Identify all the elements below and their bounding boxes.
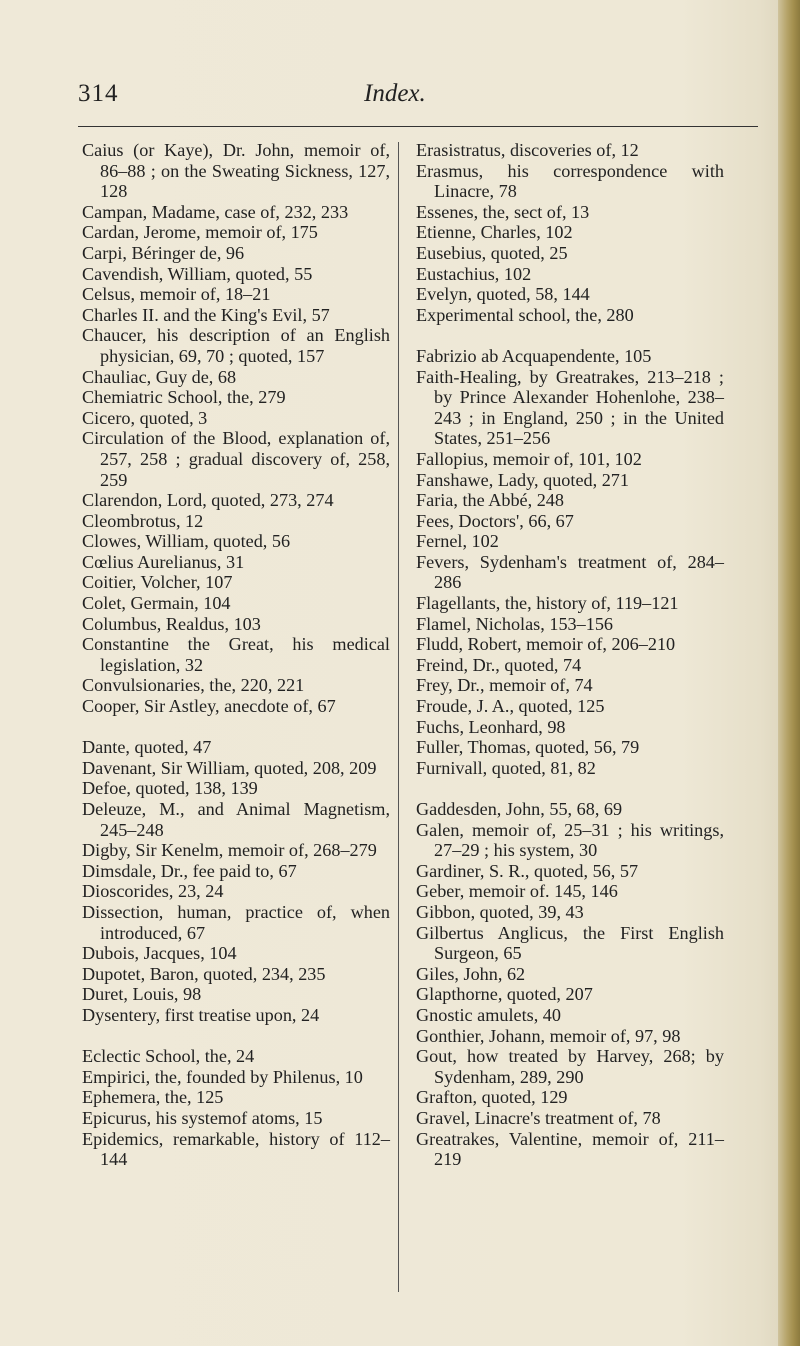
index-group [82,1046,390,1170]
running-title: Index. [364,80,426,107]
index-entry: Charles II. and the King's Evil, 57 [82,304,330,325]
index-entry: Coitier, Volcher, 107 [82,572,233,593]
index-entry: Ephemera, the, 125 [82,1087,224,1108]
index-entry: Eustachius, 102 [416,263,532,284]
index-entry: Fernel, 102 [416,531,499,552]
index-entry: Clowes, William, quoted, 56 [82,531,291,552]
index-group [416,799,724,1170]
group-gap [82,717,390,738]
left-column [82,140,390,1170]
header-rule [78,126,758,127]
index-group [82,737,390,1025]
index-entry: Erasmus, his correspondence with Linacre, 78 [416,160,724,202]
group-gap [416,778,724,799]
index-entry: Gonthier, Johann, memoir of, 97, 98 [416,1025,681,1046]
index-entry: Froude, J. A., quoted, 125 [416,696,605,717]
index-entry: Gravel, Linacre's treatment of, 78 [416,1107,661,1128]
index-entry: Gout, how treated by Harvey, 268; by Sydenham, 289, 290 [416,1046,724,1087]
group-gap [416,325,724,346]
index-entry: Evelyn, quoted, 58, 144 [416,284,590,305]
page-edge [778,0,800,1346]
index-group [82,140,390,717]
index-group [416,140,724,325]
index-entry: Faith-Healing, by Greatrakes, 213–218 ; by Prince Alexander Hohenlohe, 238–243 ; in England, 250 ; in the United States, 251–256 [416,366,724,449]
index-entry: Gardiner, S. R., quoted, 56, 57 [416,860,639,881]
index-entry: Glapthorne, quoted, 207 [416,984,593,1005]
index-entry: Experimental school, the, 280 [416,304,634,325]
index-entry: Dioscorides, 23, 24 [82,881,224,902]
index-entry: Erasistratus, discoveries of, 12 [416,140,639,160]
index-entry: Gnostic amulets, 40 [416,1004,561,1025]
index-entry: Epicurus, his systemof atoms, 15 [82,1107,323,1128]
index-entry: Fevers, Sydenham's treatment of, 284–286 [416,551,724,593]
index-entry: Fallopius, memoir of, 101, 102 [416,448,642,469]
index-entry: Caius (or Kaye), Dr. John, memoir of, 86–88 ; on the Sweating Sickness, 127, 128 [82,140,390,202]
page-number: 314 [78,80,119,107]
index-entry: Fanshawe, Lady, quoted, 271 [416,469,629,490]
index-entry: Defoe, quoted, 138, 139 [82,778,258,799]
index-entry: Davenant, Sir William, quoted, 208, 209 [82,757,377,778]
index-entry: Celsus, memoir of, 18–21 [82,284,271,305]
index-entry: Galen, memoir of, 25–31 ; his writings, 27–29 ; his system, 30 [416,819,724,861]
right-column [416,140,724,1170]
page-header [78,80,758,120]
index-entry: Digby, Sir Kenelm, memoir of, 268–279 [82,840,377,861]
group-gap [82,1026,390,1047]
index-entry: Cœlius Aurelianus, 31 [82,551,245,572]
index-entry: Gilbertus Anglicus, the First English Surgeon, 65 [416,922,724,964]
index-entry: Carpi, Béringer de, 96 [82,242,245,263]
index-entry: Campan, Madame, case of, 232, 233 [82,201,349,222]
index-entry: Eusebius, quoted, 25 [416,242,568,263]
index-entry: Grafton, quoted, 129 [416,1087,568,1108]
index-entry: Cooper, Sir Astley, anecdote of, 67 [82,696,336,717]
index-entry: Colet, Germain, 104 [82,593,231,614]
index-entry: Etienne, Charles, 102 [416,222,573,243]
index-entry: Fuchs, Leonhard, 98 [416,716,566,737]
index-entry: Geber, memoir of. 145, 146 [416,881,618,902]
index-entry: Gaddesden, John, 55, 68, 69 [416,799,623,819]
index-entry: Fees, Doctors', 66, 67 [416,510,574,531]
index-entry: Dante, quoted, 47 [82,737,212,758]
index-entry: Fludd, Robert, memoir of, 206–210 [416,634,676,655]
index-entry: Dissection, human, practice of, when introduced, 67 [82,901,390,943]
index-entry: Cavendish, William, quoted, 55 [82,263,313,284]
index-entry: Empirici, the, founded by Philenus, 10 [82,1066,363,1087]
index-entry: Cicero, quoted, 3 [82,407,208,428]
index-entry: Dubois, Jacques, 104 [82,943,237,964]
index-entry: Eclectic School, the, 24 [82,1046,255,1067]
index-entry: Dysentery, first treatise upon, 24 [82,1004,320,1025]
index-entry: Deleuze, M., and Animal Magnetism, 245–248 [82,799,390,840]
index-entry: Greatrakes, Valentine, memoir of, 211–219 [416,1128,724,1170]
index-entry: Giles, John, 62 [416,963,526,984]
index-entry: Chauliac, Guy de, 68 [82,366,237,387]
index-entry: Gibbon, quoted, 39, 43 [416,901,584,922]
index-entry: Faria, the Abbé, 248 [416,490,564,511]
index-entry: Fuller, Thomas, quoted, 56, 79 [416,737,640,758]
index-entry: Cleombrotus, 12 [82,510,204,531]
index-entry: Dimsdale, Dr., fee paid to, 67 [82,860,297,881]
index-entry: Chemiatric School, the, 279 [82,387,286,408]
index-entry: Cardan, Jerome, memoir of, 175 [82,222,318,243]
index-entry: Epidemics, remarkable, history of 112–144 [82,1128,390,1170]
index-entry: Circulation of the Blood, explanation of, 257, 258 ; gradual discovery of, 258, 259 [82,428,390,490]
index-entry: Furnivall, quoted, 81, 82 [416,757,596,778]
index-entry: Freind, Dr., quoted, 74 [416,654,582,675]
index-entry: Columbus, Realdus, 103 [82,613,261,634]
index-entry: Chaucer, his description of an English physician, 69, 70 ; quoted, 157 [82,325,390,366]
index-entry: Dupotet, Baron, quoted, 234, 235 [82,963,326,984]
index-entry: Constantine the Great, his medical legislation, 32 [82,634,390,675]
index-entry: Duret, Louis, 98 [82,984,202,1005]
index-group [416,346,724,778]
index-entry: Flamel, Nicholas, 153–156 [416,613,614,634]
index-entry: Fabrizio ab Acquapendente, 105 [416,345,652,366]
index-entry: Convulsionaries, the, 220, 221 [82,675,305,696]
column-divider [398,142,399,1292]
index-entry: Clarendon, Lord, quoted, 273, 274 [82,490,334,511]
index-entry: Essenes, the, sect of, 13 [416,201,590,222]
index-entry: Flagellants, the, history of, 119–121 [416,593,679,614]
index-entry: Frey, Dr., memoir of, 74 [416,675,593,696]
